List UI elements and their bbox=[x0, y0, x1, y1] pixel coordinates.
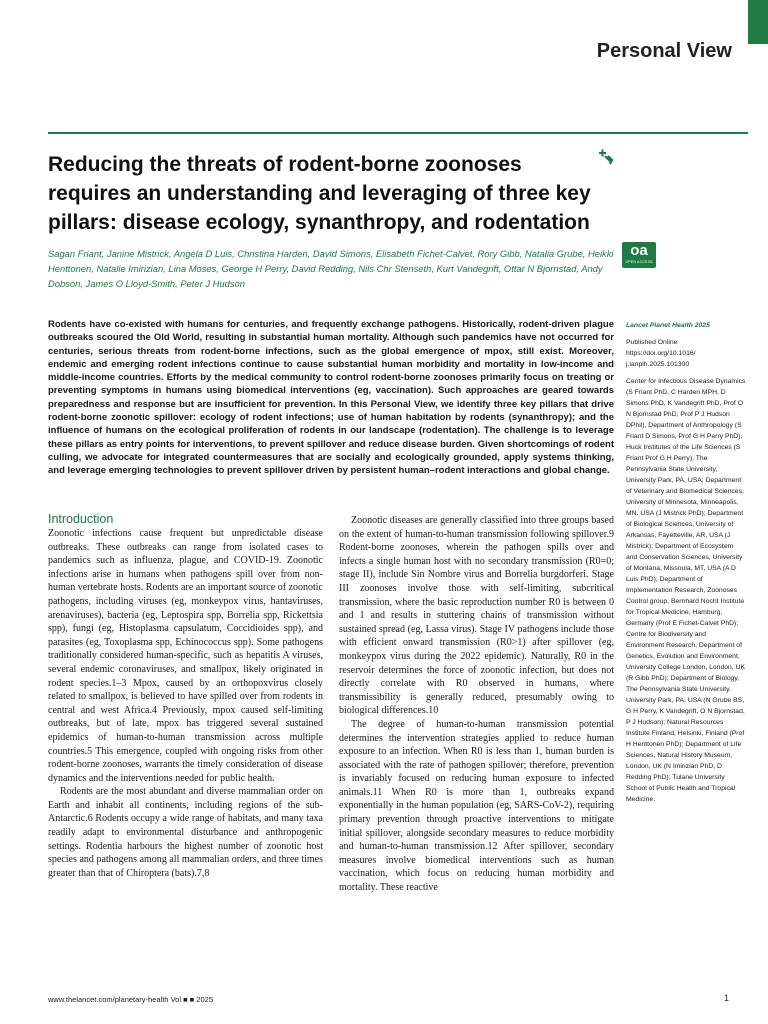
oa-badge-text: oa bbox=[630, 242, 648, 259]
body-column-left bbox=[48, 511, 323, 880]
abstract: Rodents have co-existed with humans for centuries, and frequently exchange pathogens. Historically, rodent-driven plague outbreaks scoured the Old World, resulting in substantial human mortality. Although such pandemics have not occurred for centuries, serious threats from rodent-borne infections, such as the global emergence of mpox, still exist. Moreover, endemic and emerging rodent infections continue to cause substantial human morbidity and mortality in low-income and middle-income countries. Efforts by the medical community to control rodent-borne zoonoses primarily focus on treating or preventing symptoms in humans using biomedical interventions (eg, vaccination). Such approaches are geared towards preparedness and response but are insufficient for prevention. In this Personal View, we identify three key pillars that drive rodent-borne zoonotic spillover: ecology of rodent infections; use of human habitation by rodents (synanthropy); and the influence of humans on the ecological proliferation of rodents in our landscape (rodentation). The challenge is to leverage these pillars as entry points for interventions, to prevent spillover and reduce disease burden. Given shortcomings of rodent culling, we advocate for integrated countermeasures that are socially and ecologically grounded, apply systems thinking, and leverage emerging technologies to prevent spillover driven by persistent human–rodent interactions and global change. bbox=[48, 319, 614, 477]
section-label: Personal View bbox=[596, 40, 732, 62]
journal-citation: Lancet Planet Health 2025 bbox=[626, 322, 710, 329]
article-title: Reducing the threats of rodent-borne zoonoses requires an understanding and leveraging of three key pillars: disease ecology, synanthropy, and rodentation bbox=[48, 153, 591, 234]
sidebar bbox=[626, 320, 746, 805]
oa-badge-subtext: OPEN ACCESS bbox=[625, 260, 653, 264]
footer-url[interactable]: www.thelancet.com/planetary-health Vol ■ ■ 2025 bbox=[48, 995, 213, 1004]
published-label: Published Online bbox=[626, 339, 678, 346]
doi-link[interactable]: https://doi.org/10.1016/ j.lanplh.2025.101300 bbox=[626, 350, 696, 368]
body-column-right bbox=[339, 514, 614, 895]
body-paragraph: Rodents are the most abundant and diverse mammalian order on Earth and inhabit all continents, including regions of the sub-Antarctic.6 Rodents occupy a wide range of habitats, and many taxa readily adapt to environmental disturbance and anthropogenic settings. Rodentia harbours the highest number of zoonotic host species and pathogens among all mammalian orders, and three times greater than that of Chiroptera (bats).7,8 bbox=[48, 786, 323, 879]
body-paragraph: Zoonotic diseases are generally classified into three groups based on the extent of human-to-human transmission following spillover.9 Rodent-borne zoonoses, wherein the pathogen spills over and infects a single human host with no secondary transmission (R0=0; stage II), include Sin Nombre virus and Borrelia burgdorferi. Stage III zoonoses involve those with self-limiting, subcritical transmission, where the basic reproduction number R0 is between 0 and 1 and results in stuttering chains of transmission without sustained spread (eg, Lassa virus). Stage IV pathogens include those with efficient onward transmission (R0>1) after spillover (eg, monkeypox virus during the 2022 epidemic). Naturally, R0 in the reservoir determines the force of zoonotic infection, but does not directly correlate with R0 observed in humans, where transmissibility is generally reduced, presumably owing to biological differences.10 bbox=[339, 515, 614, 717]
header-accent-bar bbox=[748, 0, 768, 44]
body-paragraph: The degree of human-to-human transmission potential determines the intervention strategies applied to reduce human exposure to an infection. When R0 is less than 1, human burden is associated with the rate of pathogen spillover; therefore, prevention is invariably focused on reducing human exposure to infected animals.11 When R0 is more than 1, outbreaks expand exponentially in the human population (eg, SARS-CoV-2), requiring primary prevention through proactive interventions to mitigate initial spillover, alongside secondary measures to reduce morbidity and human-to-human transmission.12 After spillover, secondary measures involve biomedical interventions such as human vaccination, which focus on reducing human morbidity and mortality. These reactive bbox=[339, 718, 614, 894]
introduction-heading: Introduction bbox=[48, 512, 114, 526]
author-list: Sagan Friant, Janine Mistrick, Angela D Luis, Christina Harden, David Simons, Elisabeth Fichet-Calvet, Rory Gibb, Natalia Grube, Heikki Henttonen, Natalie Imirizian, Lina Moses, George H Perry, David Redding, Nils Chr Stenseth, Kurt Vandegrift, Ottar N Bjornstad, Andy Dobson, James O Lloyd-Smith, Peter J Hudson bbox=[48, 248, 614, 289]
page-number: 1 bbox=[724, 993, 730, 1003]
affiliations: Center for Infectious Disease Dynamics (S Friant PhD, C Harden MPH, D Simons PhD, K Vandegrift PhD, Prof O N Bjornstad PhD, Prof P J Hudson DPhil), Department of Anthropology (S Friant D Simons, Prof G H Perry PhD), Huck Institutes of the Life Sciences (S Friant Prof G H Perry), The Pennsylvania State University, University Park, PA, USA; Department of Veterinary and Biomedical Sciences, University of Minnesota, Minneapolis, MN, USA (J Mistrick PhD); Department of Biological Sciences, University of Arkansas, Fayetteville, AR, USA (J Mistrick); Department of Ecosystem and Conservation Sciences, University of Montana, Missoula, MT, USA (A D Luis PhD); Department of Implementation Research, Zoonoses Control group, Bernhard Nocht Institute for Tropical Medicine, Hamburg, Germany (Prof E Fichet-Calvet PhD); Centre for Biodiversity and Environment Research, Department of Genetics, Evolution and Environment, University College London, London, UK (R Gibb PhD); Department of Biology, The Pennsylvania State University, University Park, PA, USA (N Grube BS, G H Perry, K Vandegrift, O N Bjornstad, P J Hudson); Natural Resources Institute Finland, Helsinki, Finland (Prof H Henttonen PhD); Department of Life Sciences, Natural History Museum, London, UK (N Imirizian PhD, D Redding PhD); Tulane University School of Public Health and Tropical Medicine, bbox=[626, 378, 746, 803]
open-access-icon bbox=[622, 242, 656, 268]
body-paragraph: Zoonotic infections cause frequent but unpredictable disease outbreaks. These outbreaks can range from isolated cases to pandemics such as influenza, plague, and COVID-19. Zoonotic infections arise in humans when pathogens spill over from non-human vertebrate hosts. Rodents are an important source of zoonotic pathogens, including viruses (eg, monkeypox virus, hantaviruses, arenaviruses), bacteria (eg, Leptospira spp, Borrelia spp, Rickettsia spp), fungi (eg, Histoplasma capsulatum, Coccidioides spp), and parasites (eg, Toxoplasma spp, Echinococcus spp). Some pathogens traditionally considered human-specific, such as hepatitis A viruses, several endemic coronaviruses, and smallpox, likely originated in rodent species.1–3 Mpox, caused by an orthopoxvirus closely related to smallpox, is believed to have spilled over from rodents in central and west Africa.4 Previously, mpox caused self-limiting outbreaks, but of late, mpox has triggered several sustained epidemics of human-to-human transmission across multiple countries.5 This emergence, coupled with ongoing risks from other rodent-borne zoonoses, warrants the timely consideration of disease dynamics and the interventions needed for public health. bbox=[48, 528, 323, 784]
header-rule bbox=[48, 132, 748, 134]
